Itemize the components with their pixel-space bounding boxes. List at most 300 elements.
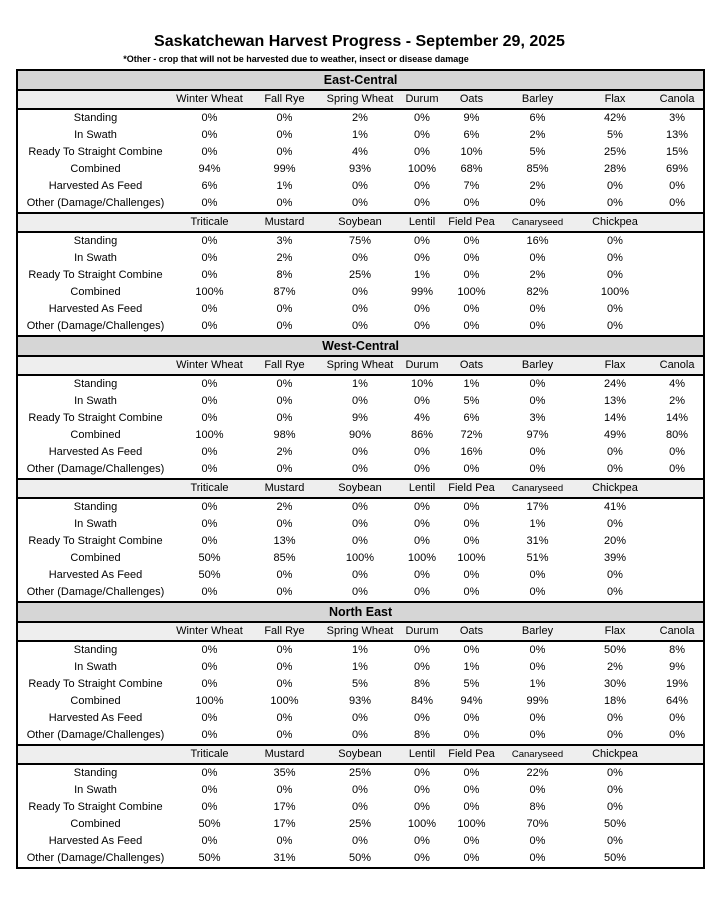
value-cell: 50% [348,852,372,865]
value-cell: 0% [607,729,623,742]
empty-header-cell [17,356,173,375]
row-label: Other (Damage/Challenges) [26,463,165,476]
value-cell: 0% [414,801,430,814]
value-cell: 0% [276,197,293,210]
value-cell: 0% [607,784,623,797]
value-cell: 0% [276,112,293,125]
value-cell: 4% [352,146,368,159]
empty-value-cell [651,816,704,833]
harvest-data-row [17,533,704,550]
value-cell: 0% [529,661,546,674]
value-cell: 4% [669,378,686,391]
row-label: Standing [73,501,118,514]
value-cell: 9% [352,412,368,425]
empty-header-cell [651,745,704,764]
value-cell: 8% [669,644,686,657]
value-cell: 13% [666,129,689,142]
value-cell: 0% [276,463,293,476]
value-cell: 100% [457,552,486,565]
crop-column-header: Chickpea [579,479,651,498]
value-cell: 6% [201,180,218,193]
value-cell: 75% [348,235,372,248]
crop-column-header: Flax [579,90,651,109]
value-cell: 0% [201,501,218,514]
value-cell: 8% [414,678,430,691]
crop-column-header: Mustard [246,213,323,232]
crop-header-row [17,356,704,375]
value-cell: 0% [201,320,218,333]
value-cell: 0% [414,569,430,582]
value-cell: 80% [666,429,689,442]
crop-column-header: Canaryseed [496,745,579,764]
value-cell: 0% [607,269,623,282]
value-cell: 0% [276,518,293,531]
crop-column-header: Lentil [397,479,447,498]
value-cell: 0% [276,412,293,425]
value-cell: 1% [352,661,368,674]
value-cell: 0% [669,463,686,476]
crop-column-header: Soybean [323,479,397,498]
harvest-data-row [17,710,704,727]
region-section-row [17,602,704,622]
value-cell: 0% [463,835,480,848]
value-cell: 18% [603,695,627,708]
harvest-data-row [17,659,704,676]
crop-column-header: Triticale [173,213,246,232]
crop-column-header: Oats [447,622,496,641]
value-cell: 0% [669,729,686,742]
crop-column-header: Barley [496,622,579,641]
crop-column-header: Barley [496,90,579,109]
value-cell: 1% [352,644,368,657]
value-cell: 0% [414,235,430,248]
crop-column-header: Canola [651,356,704,375]
empty-value-cell [651,782,704,799]
value-cell: 100% [345,552,375,565]
value-cell: 50% [603,644,627,657]
value-cell: 0% [352,535,368,548]
empty-header-cell [651,479,704,498]
value-cell: 100% [270,695,299,708]
value-cell: 0% [352,320,368,333]
empty-value-cell [651,516,704,533]
value-cell: 0% [201,767,218,780]
value-cell: 0% [276,678,293,691]
crop-column-header: Triticale [173,745,246,764]
value-cell: 1% [463,378,480,391]
row-label: Other (Damage/Challenges) [26,729,165,742]
value-cell: 4% [414,412,430,425]
empty-value-cell [651,284,704,301]
value-cell: 5% [463,678,480,691]
value-cell: 0% [463,852,480,865]
value-cell: 0% [352,518,368,531]
value-cell: 0% [201,395,218,408]
value-cell: 16% [460,446,483,459]
value-cell: 0% [529,320,546,333]
value-cell: 0% [201,535,218,548]
value-cell: 0% [529,644,546,657]
value-cell: 49% [603,429,627,442]
value-cell: 0% [529,378,546,391]
value-cell: 0% [607,586,623,599]
empty-header-cell [17,745,173,764]
section-header: West-Central [17,336,704,356]
value-cell: 0% [529,712,546,725]
crop-column-header: Soybean [323,213,397,232]
row-label: Other (Damage/Challenges) [26,852,165,865]
value-cell: 0% [414,535,430,548]
harvest-data-row [17,410,704,427]
row-label: Harvested As Feed [48,180,143,193]
value-cell: 0% [463,501,480,514]
value-cell: 0% [529,446,546,459]
value-cell: 0% [414,303,430,316]
value-cell: 1% [414,269,430,282]
value-cell: 0% [463,535,480,548]
crop-column-header: Triticale [173,479,246,498]
value-cell: 0% [276,146,293,159]
value-cell: 100% [407,818,437,831]
value-cell: 0% [352,801,368,814]
value-cell: 2% [276,501,293,514]
crop-column-header: Lentil [397,213,447,232]
row-label: Ready To Straight Combine [28,269,163,282]
value-cell: 50% [198,552,221,565]
value-cell: 0% [529,197,546,210]
value-cell: 0% [607,446,623,459]
value-cell: 0% [414,852,430,865]
value-cell: 0% [463,197,480,210]
value-cell: 31% [273,852,296,865]
value-cell: 0% [463,767,480,780]
region-section-row [17,336,704,356]
row-label: In Swath [74,129,117,142]
row-label: Ready To Straight Combine [28,146,163,159]
value-cell: 7% [463,180,480,193]
harvest-data-row [17,498,704,516]
value-cell: 99% [273,163,296,176]
value-cell: 87% [273,286,296,299]
row-label: Combined [70,163,121,176]
harvest-data-row [17,782,704,799]
value-cell: 0% [414,197,430,210]
value-cell: 0% [352,303,368,316]
value-cell: 0% [201,518,218,531]
row-label: Standing [73,112,118,125]
value-cell: 13% [273,535,296,548]
value-cell: 2% [669,395,686,408]
crop-column-header: Oats [447,90,496,109]
value-cell: 0% [276,569,293,582]
crop-column-header: Chickpea [579,213,651,232]
row-label: Harvested As Feed [48,712,143,725]
value-cell: 0% [352,835,368,848]
value-cell: 93% [348,695,372,708]
crop-column-header: Field Pea [447,213,496,232]
value-cell: 0% [607,303,623,316]
harvest-table-body [17,70,704,868]
value-cell: 0% [201,303,218,316]
harvest-data-row [17,516,704,533]
value-cell: 24% [603,378,627,391]
value-cell: 2% [529,269,546,282]
value-cell: 99% [410,286,434,299]
value-cell: 0% [529,252,546,265]
value-cell: 35% [273,767,296,780]
value-cell: 10% [460,146,483,159]
crop-column-header: Lentil [397,745,447,764]
value-cell: 0% [414,180,430,193]
harvest-data-row [17,267,704,284]
value-cell: 0% [352,197,368,210]
value-cell: 0% [669,712,686,725]
crop-column-header: Flax [579,622,651,641]
value-cell: 0% [669,180,686,193]
empty-value-cell [651,250,704,267]
value-cell: 0% [529,463,546,476]
value-cell: 0% [352,286,368,299]
value-cell: 97% [526,429,549,442]
value-cell: 50% [198,569,221,582]
value-cell: 9% [463,112,480,125]
crop-column-header: Fall Rye [246,622,323,641]
value-cell: 85% [273,552,296,565]
empty-value-cell [651,567,704,584]
value-cell: 0% [201,712,218,725]
empty-header-cell [651,213,704,232]
value-cell: 0% [201,678,218,691]
value-cell: 0% [529,303,546,316]
row-label: Standing [73,644,118,657]
value-cell: 25% [603,146,627,159]
row-label: Other (Damage/Challenges) [26,197,165,210]
value-cell: 0% [201,835,218,848]
value-cell: 0% [607,767,623,780]
row-label: Combined [70,695,121,708]
crop-column-header: Spring Wheat [323,90,397,109]
crop-header-row [17,213,704,232]
value-cell: 0% [201,252,218,265]
value-cell: 0% [276,320,293,333]
harvest-data-row [17,250,704,267]
row-label: Harvested As Feed [48,446,143,459]
empty-value-cell [651,498,704,516]
value-cell: 0% [352,586,368,599]
crop-column-header: Canola [651,90,704,109]
crop-column-header: Spring Wheat [323,622,397,641]
empty-header-cell [17,213,173,232]
value-cell: 94% [460,695,483,708]
value-cell: 41% [603,501,627,514]
row-label: In Swath [74,395,117,408]
empty-value-cell [651,318,704,336]
harvest-progress-table [16,69,705,869]
value-cell: 50% [603,852,627,865]
value-cell: 100% [195,429,224,442]
value-cell: 2% [529,180,546,193]
harvest-data-row [17,444,704,461]
crop-column-header: Durum [397,356,447,375]
value-cell: 6% [463,412,480,425]
value-cell: 0% [414,463,430,476]
crop-column-header: Field Pea [447,745,496,764]
value-cell: 0% [276,129,293,142]
harvest-data-row [17,550,704,567]
value-cell: 72% [460,429,483,442]
harvest-data-row [17,301,704,318]
harvest-data-row [17,727,704,745]
row-label: Combined [70,429,121,442]
value-cell: 86% [410,429,434,442]
row-label: Standing [73,378,118,391]
crop-header-row [17,745,704,764]
empty-value-cell [651,764,704,782]
value-cell: 28% [603,163,627,176]
value-cell: 100% [457,286,486,299]
value-cell: 0% [201,197,218,210]
harvest-data-row [17,232,704,250]
harvest-data-row [17,764,704,782]
value-cell: 94% [198,163,221,176]
crop-column-header: Barley [496,356,579,375]
value-cell: 0% [607,252,623,265]
value-cell: 0% [414,712,430,725]
value-cell: 1% [463,661,480,674]
value-cell: 0% [201,801,218,814]
value-cell: 17% [273,801,296,814]
value-cell: 0% [201,729,218,742]
empty-value-cell [651,301,704,318]
row-label: Standing [73,235,118,248]
value-cell: 5% [529,146,546,159]
value-cell: 90% [348,429,372,442]
value-cell: 0% [529,586,546,599]
harvest-data-row [17,461,704,479]
value-cell: 0% [352,252,368,265]
harvest-data-row [17,816,704,833]
value-cell: 0% [276,303,293,316]
value-cell: 0% [463,518,480,531]
value-cell: 0% [463,729,480,742]
value-cell: 0% [201,412,218,425]
crop-column-header: Winter Wheat [173,90,246,109]
value-cell: 2% [529,129,546,142]
value-cell: 3% [669,112,686,125]
empty-header-cell [17,479,173,498]
region-section-row [17,70,704,90]
value-cell: 0% [352,180,368,193]
value-cell: 0% [463,235,480,248]
value-cell: 22% [526,767,549,780]
row-label: Ready To Straight Combine [28,801,163,814]
value-cell: 0% [529,852,546,865]
value-cell: 0% [201,644,218,657]
value-cell: 85% [526,163,549,176]
value-cell: 25% [348,269,372,282]
value-cell: 64% [666,695,689,708]
value-cell: 0% [529,729,546,742]
empty-value-cell [651,584,704,602]
empty-header-cell [17,622,173,641]
value-cell: 51% [526,552,549,565]
crop-column-header: Fall Rye [246,90,323,109]
value-cell: 0% [669,446,686,459]
value-cell: 0% [463,303,480,316]
value-cell: 100% [600,286,630,299]
value-cell: 100% [407,552,437,565]
value-cell: 2% [352,112,368,125]
value-cell: 13% [603,395,627,408]
value-cell: 6% [463,129,480,142]
value-cell: 0% [414,146,430,159]
value-cell: 0% [352,569,368,582]
value-cell: 0% [529,784,546,797]
harvest-data-row [17,693,704,710]
value-cell: 0% [414,767,430,780]
value-cell: 0% [463,269,480,282]
crop-header-row [17,622,704,641]
row-label: In Swath [74,252,117,265]
value-cell: 0% [607,569,623,582]
value-cell: 1% [352,378,368,391]
value-cell: 19% [666,678,689,691]
value-cell: 0% [669,197,686,210]
value-cell: 15% [666,146,689,159]
row-label: Harvested As Feed [48,303,143,316]
value-cell: 8% [414,729,430,742]
harvest-data-row [17,178,704,195]
empty-value-cell [651,267,704,284]
empty-header-cell [17,90,173,109]
harvest-data-row [17,284,704,301]
value-cell: 2% [276,446,293,459]
value-cell: 84% [410,695,434,708]
value-cell: 17% [273,818,296,831]
value-cell: 0% [414,661,430,674]
value-cell: 0% [414,644,430,657]
value-cell: 0% [607,518,623,531]
value-cell: 0% [607,712,623,725]
value-cell: 100% [195,695,224,708]
value-cell: 0% [414,395,430,408]
value-cell: 42% [603,112,627,125]
value-cell: 20% [603,535,627,548]
value-cell: 0% [352,446,368,459]
value-cell: 0% [276,729,293,742]
value-cell: 0% [352,712,368,725]
value-cell: 17% [526,501,549,514]
harvest-data-row [17,375,704,393]
empty-value-cell [651,799,704,816]
harvest-data-row [17,195,704,213]
value-cell: 0% [352,729,368,742]
value-cell: 68% [460,163,483,176]
value-cell: 98% [273,429,296,442]
crop-header-row [17,479,704,498]
section-header: North East [17,602,704,622]
harvest-data-row [17,161,704,178]
value-cell: 8% [529,801,546,814]
value-cell: 0% [463,586,480,599]
value-cell: 0% [201,129,218,142]
value-cell: 0% [201,112,218,125]
value-cell: 0% [529,395,546,408]
harvest-data-row [17,584,704,602]
harvest-data-row [17,850,704,868]
value-cell: 3% [529,412,546,425]
row-label: Ready To Straight Combine [28,535,163,548]
